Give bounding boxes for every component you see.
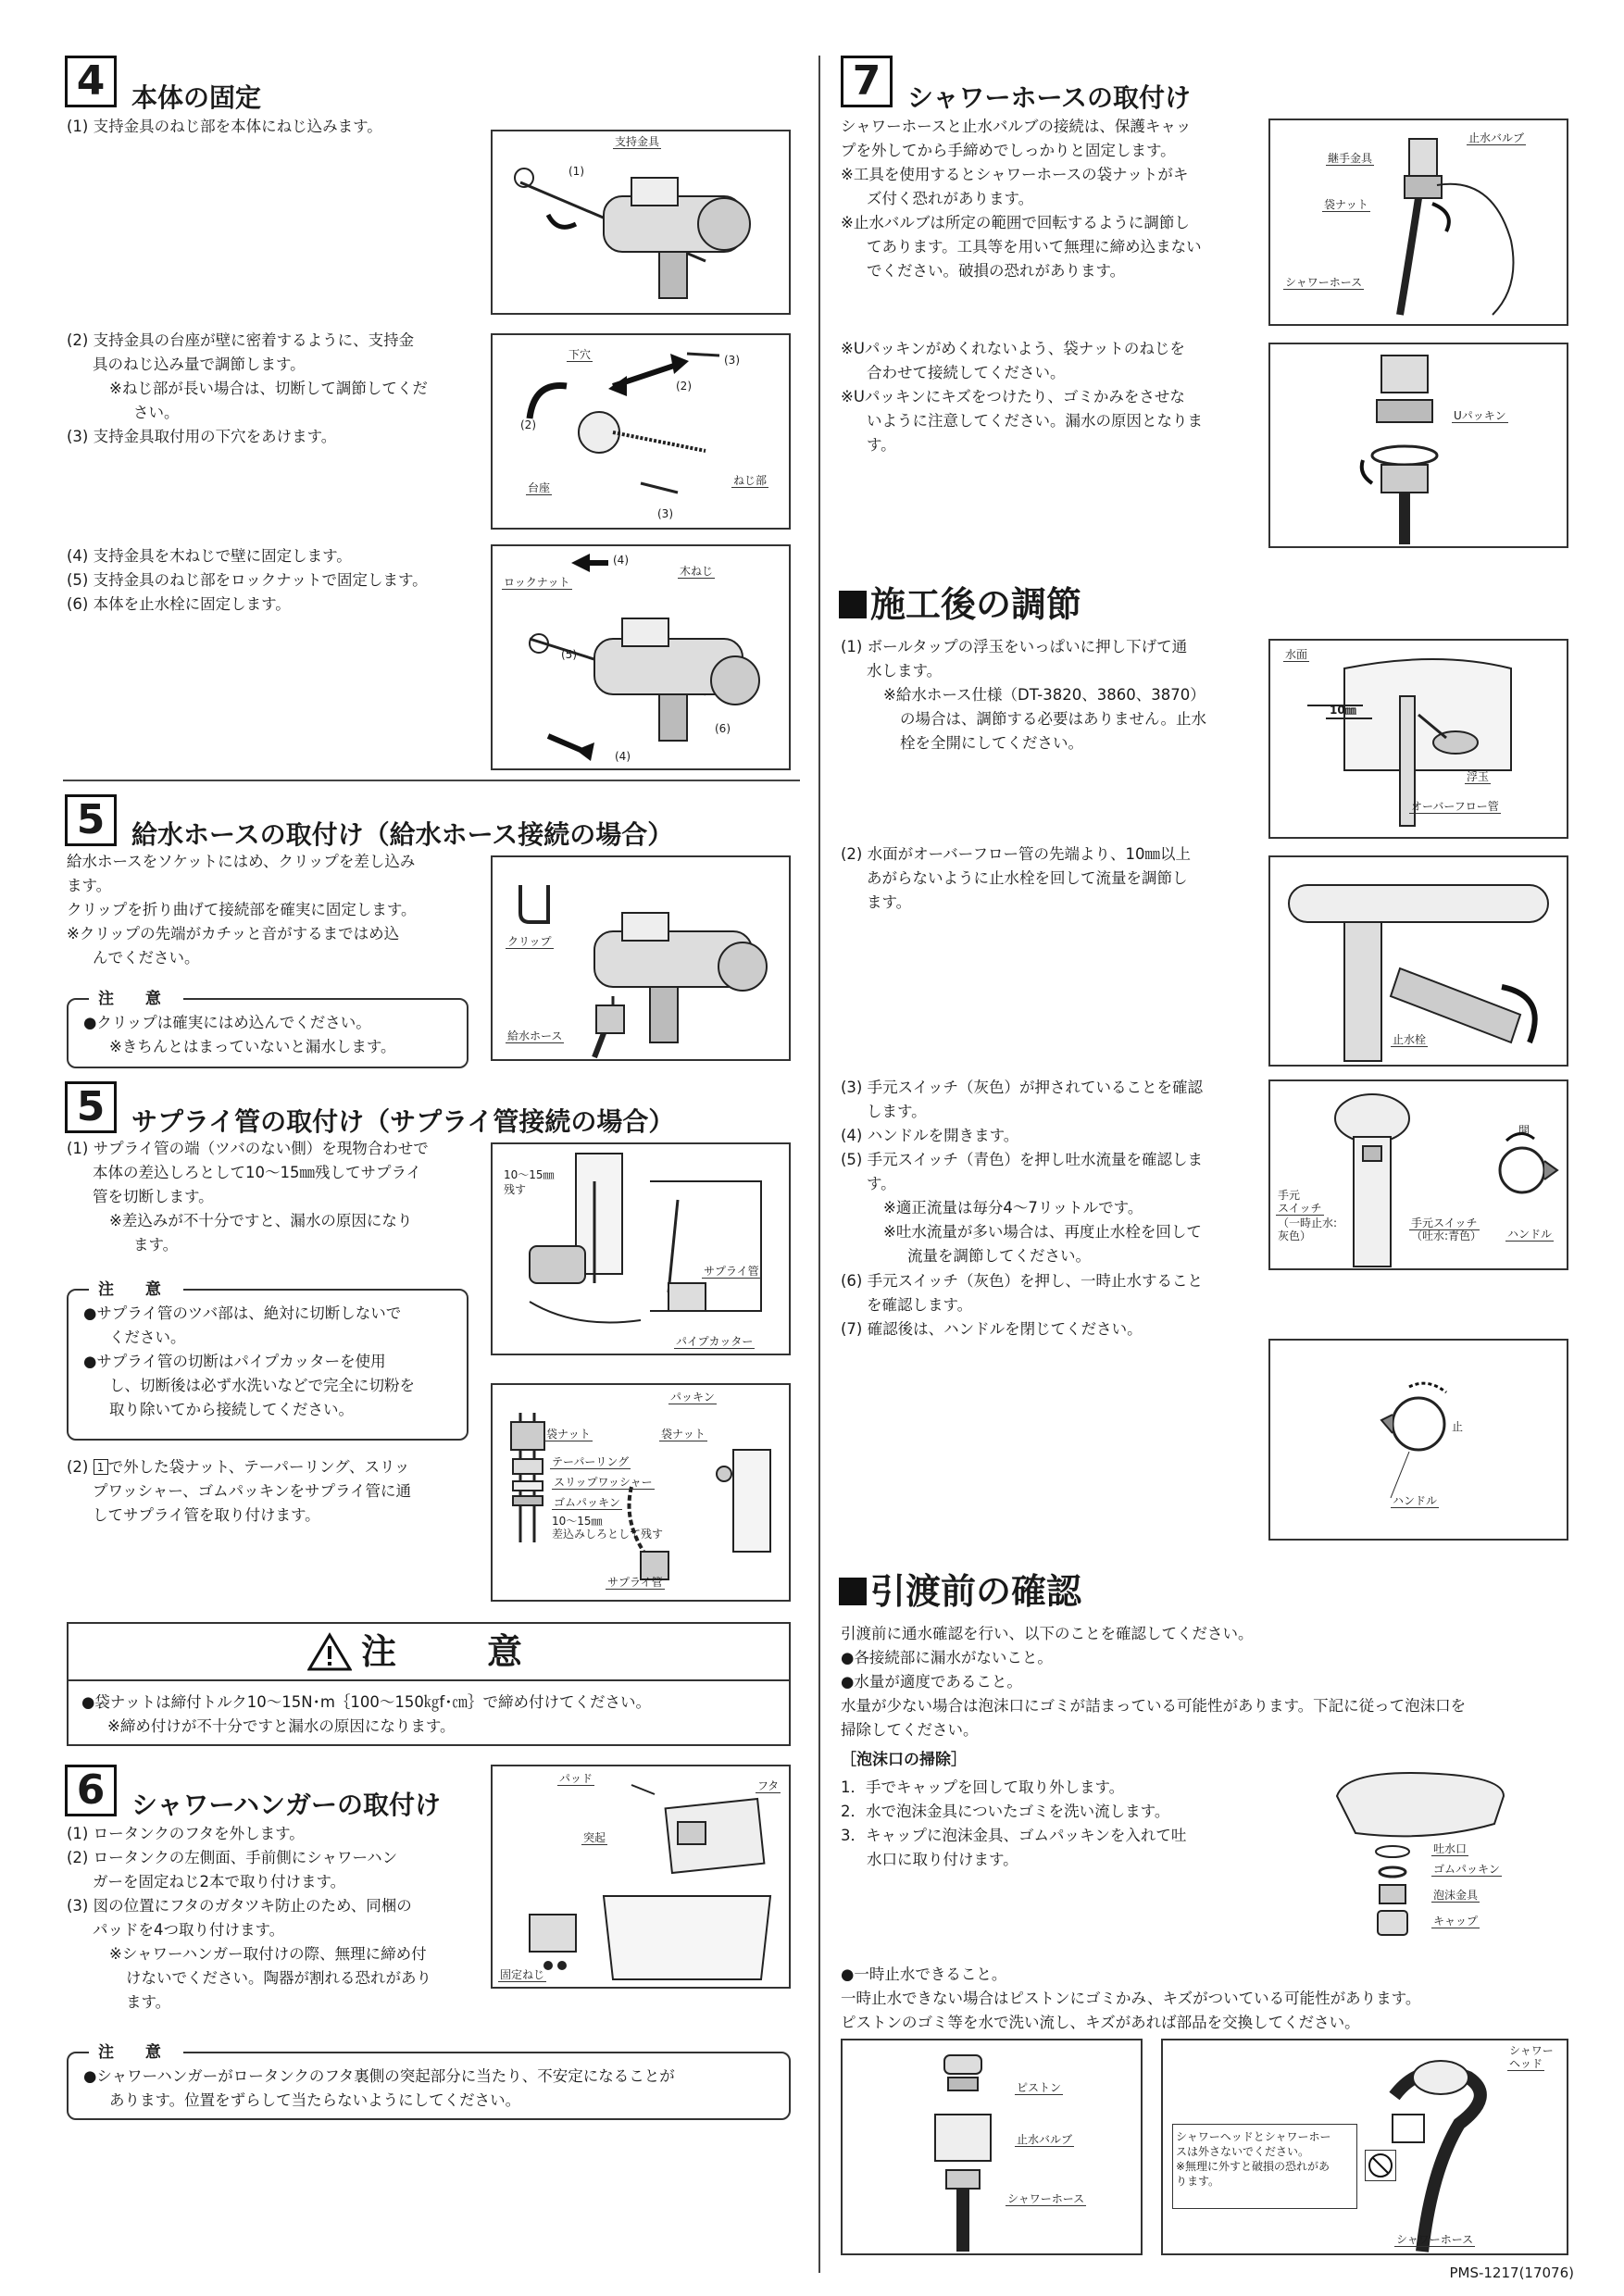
figure-aerator-parts: 吐水口 ゴムパッキン 泡沫金具 キャップ bbox=[1318, 1759, 1568, 1955]
step-number-7: 7 bbox=[841, 56, 893, 107]
prohibited-icon bbox=[1365, 2150, 1396, 2181]
figure-piston-valve: ピストン 止水バルブ シャワーホース bbox=[841, 2039, 1143, 2255]
figure-shower-hose-valve: 止水バルブ 継手金具 袋ナット シャワーホース bbox=[1268, 119, 1568, 326]
section-title-supply-hose: 給水ホースの取付け（給水ホース接続の場合） bbox=[131, 819, 674, 850]
figure-lock-nut: ロックナット (4) 木ねじ (5) (6) (4) bbox=[491, 544, 791, 770]
instruction-text: (1) サプライ管の端（ツバのない側）を現物合わせで 本体の差込しろとして10～15㎜残してサプライ 管を切断します。 ※差込みが不十分ですと、漏水の原因になり ます。 bbox=[67, 1140, 429, 1254]
instruction-text: ●一時止水できること。 一時止水できない場合はピストンにゴミかみ、キズがついている可能性があります。 ピストンのゴミ等を水で洗い流し、キズがあれば部品を交換してください。 bbox=[841, 1965, 1421, 2032]
instruction-text: (2) 支持金具の台座が壁に密着するように、支持金 具のねじ込み量で調節します。 ※ねじ部が長い場合は、切断して調節してくだ さい。 (3) 支持金具取付用の下穴をあけます。 bbox=[67, 331, 428, 446]
figure-supply-pipe-parts: パッキン 袋ナット 袋ナット テーパーリング スリップワッシャー ゴムパッキン 10～15㎜ 差込みしろとして残す サプライ管 bbox=[491, 1383, 791, 1602]
instruction-text: (4) 支持金具を木ねじで壁に固定します。 (5) 支持金具のねじ部をロックナットで固定します。 (6) 本体を止水栓に固定します。 bbox=[67, 547, 428, 614]
section-title-supply-pipe: サプライ管の取付け（サプライ管接続の場合） bbox=[131, 1106, 675, 1137]
caution-box-hanger: 注 意 ●シャワーハンガーがロータンクのフタ裏側の突起部分に当たり、不安定になることが あります。位置をずらして当たらないようにしてください。 bbox=[67, 2052, 791, 2120]
section-title-body-fix: 本体の固定 bbox=[131, 82, 262, 113]
section-title-handover: 引渡前の確認 bbox=[839, 1570, 1081, 1613]
figure-stop-valve: 止水栓 bbox=[1268, 855, 1568, 1067]
instruction-text: (1) ボールタップの浮玉をいっぱいに押し下げて通 水します。 ※給水ホース仕様（DT-3820、3860、3870） の場合は、調節する必要はありません。止水 栓を全開にしてください。 bbox=[841, 638, 1206, 753]
instruction-text: 給水ホースをソケットにはめ、クリップを差し込み ます。 クリップを折り曲げて接続部を確実に固定します。 ※クリップの先端がカチッと音がするまではめ込 んでください。 bbox=[67, 853, 417, 967]
warning-triangle-icon bbox=[307, 1632, 352, 1671]
figure-clip-hose: クリップ 給水ホース bbox=[491, 855, 791, 1061]
step-number-5-supply-pipe: 5 bbox=[65, 1081, 117, 1133]
subheading-aerator-cleaning: ［泡沫口の掃除］ bbox=[841, 1751, 967, 1769]
step-number-6: 6 bbox=[65, 1765, 117, 1816]
caution-torque-box: 注 意 ●袋ナットは締付トルク10～15N･m｛100～150㎏f･㎝｝で締め付けてください。 ※締め付けが不十分ですと漏水の原因になります。 bbox=[67, 1622, 791, 1746]
figure-pilot-hole: 下穴 (3) (2) (2) 台座 ねじ部 (3) bbox=[491, 333, 791, 530]
instruction-text: (2) 1 で外した袋ナット、テーパーリング、スリッ プワッシャー、ゴムパッキンをサプライ管に通 してサプライ管を取り付けます。 bbox=[67, 1458, 412, 1525]
instruction-text: (1) ロータンクのフタを外します。 (2) ロータンクの左側面、手前側にシャワーハン ガーを固定ねじ2本で取り付けます。 (3) 図の位置にフタのガタツキ防止のため、同梱の パッドを4つ取り付けます。 ※シャワーハンガー取付けの際、無理に締め付 けないでください。陶器が割れる恐れがあり ます。 bbox=[67, 1825, 431, 2012]
instruction-text: (3) 手元スイッチ（灰色）が押されていることを確認 します。 (4) ハンドルを開きます。 (5) 手元スイッチ（青色）を押し吐水流量を確認しま す。 ※適正流量は毎分4～7リットルです。 ※吐水流量が多い場合は、再度止水栓を回して 流量を調節してください。 (6) 手元スイッチ（灰色）を押し、一時止水すること を確認します。 (7) 確認後は、ハンドルを閉じてください。 bbox=[841, 1079, 1203, 1338]
square-bullet-icon bbox=[839, 591, 867, 618]
step-number-4: 4 bbox=[65, 56, 117, 107]
instruction-text: 1．手でキャップを回して取り外します。 2．水で泡沫金具についたゴミを洗い流します。 3．キャップに泡沫金具、ゴムパッキンを入れて吐 水口に取り付けます。 bbox=[841, 1778, 1187, 1869]
instruction-text: 引渡前に通水確認を行い、以下のことを確認してください。 ●各接続部に漏水がないこと。 ●水量が適度であること。 水量が少ない場合は泡沫口にゴミが詰まっている可能性があります。下記に従って泡沫口を 掃除してください。 bbox=[841, 1625, 1467, 1740]
step-number-5: 5 bbox=[65, 794, 117, 846]
section-title-shower-hanger: シャワーハンガーの取付け bbox=[131, 1790, 442, 1820]
figure-pipe-cut: 10～15㎜ 残す サプライ管 パイプカッター bbox=[491, 1142, 791, 1355]
figure-hanger-tank: パッド フタ 突起 固定ねじ bbox=[491, 1765, 791, 1989]
instruction-text: ※Uパッキンがめくれないよう、袋ナットのねじを 合わせて接続してください。 ※Uパッキンにキズをつけたり、ゴミかみをさせな いように注意してください。漏水の原因となりま す。 bbox=[841, 340, 1203, 455]
figure-u-packing: Uパッキン bbox=[1268, 343, 1568, 548]
instruction-text: (1) 支持金具のねじ部を本体にねじ込みます。 bbox=[67, 118, 382, 135]
caution-box-clip: 注 意 ●クリップは確実にはめ込んでください。 ※きちんとはまっていないと漏水します。 bbox=[67, 998, 468, 1068]
section-title-adjustment: 施工後の調節 bbox=[839, 583, 1081, 626]
column-divider bbox=[818, 56, 820, 2273]
caution-box-supply-pipe: 注 意 ●サプライ管のツバ部は、絶対に切断しないで ください。 ●サプライ管の切断はパイプカッターを使用 し、切断後は必ず水洗いなどで完全に切粉を 取り除いてから接続してください。 bbox=[67, 1289, 468, 1441]
square-bullet-icon bbox=[839, 1578, 867, 1605]
instruction-text: シャワーホースと止水バルブの接続は、保護キャッ プを外してから手締めでしっかりと固定します。 ※工具を使用するとシャワーホースの袋ナットがキ ズ付く恐れがあります。 ※止水バルブは所定の範囲で回転するように調節し てあります。工具等を用いて無理に締め込まない でください。破損の恐れがあります。 bbox=[841, 118, 1202, 281]
footer-code: PMS-1217(17076) bbox=[1449, 2265, 1574, 2281]
figure-water-level: 水面 10㎜ 浮玉 オーバーフロー管 bbox=[1268, 639, 1568, 839]
figure-support-bracket: 支持金具 (1) bbox=[491, 130, 791, 315]
figure-handle-close: 止 ハンドル bbox=[1268, 1339, 1568, 1541]
section-divider bbox=[63, 780, 800, 781]
instruction-text: (2) 水面がオーバーフロー管の先端より、10㎜以上 あがらないように止水栓を回して流量を調節し ます。 bbox=[841, 845, 1191, 912]
note-text: シャワーヘッドとシャワーホー スは外さないでください。 ※無理に外すと破損の恐れがあ ります。 bbox=[1176, 2130, 1331, 2188]
section-title-shower-hose: シャワーホースの取付け bbox=[907, 82, 1192, 113]
figure-hand-switch: 開 手元 スイッチ （一時止水: 灰色） 手元スイッチ （吐水:青色） ハンドル bbox=[1268, 1079, 1568, 1270]
caution-heading: 注 意 bbox=[69, 1624, 789, 1681]
figure-shower-head: シャワー ヘッド シャワーヘッドとシャワーホー スは外さないでください。 ※無理に外すと破損の恐れがあ ります。 シャワーホース bbox=[1161, 2039, 1568, 2255]
